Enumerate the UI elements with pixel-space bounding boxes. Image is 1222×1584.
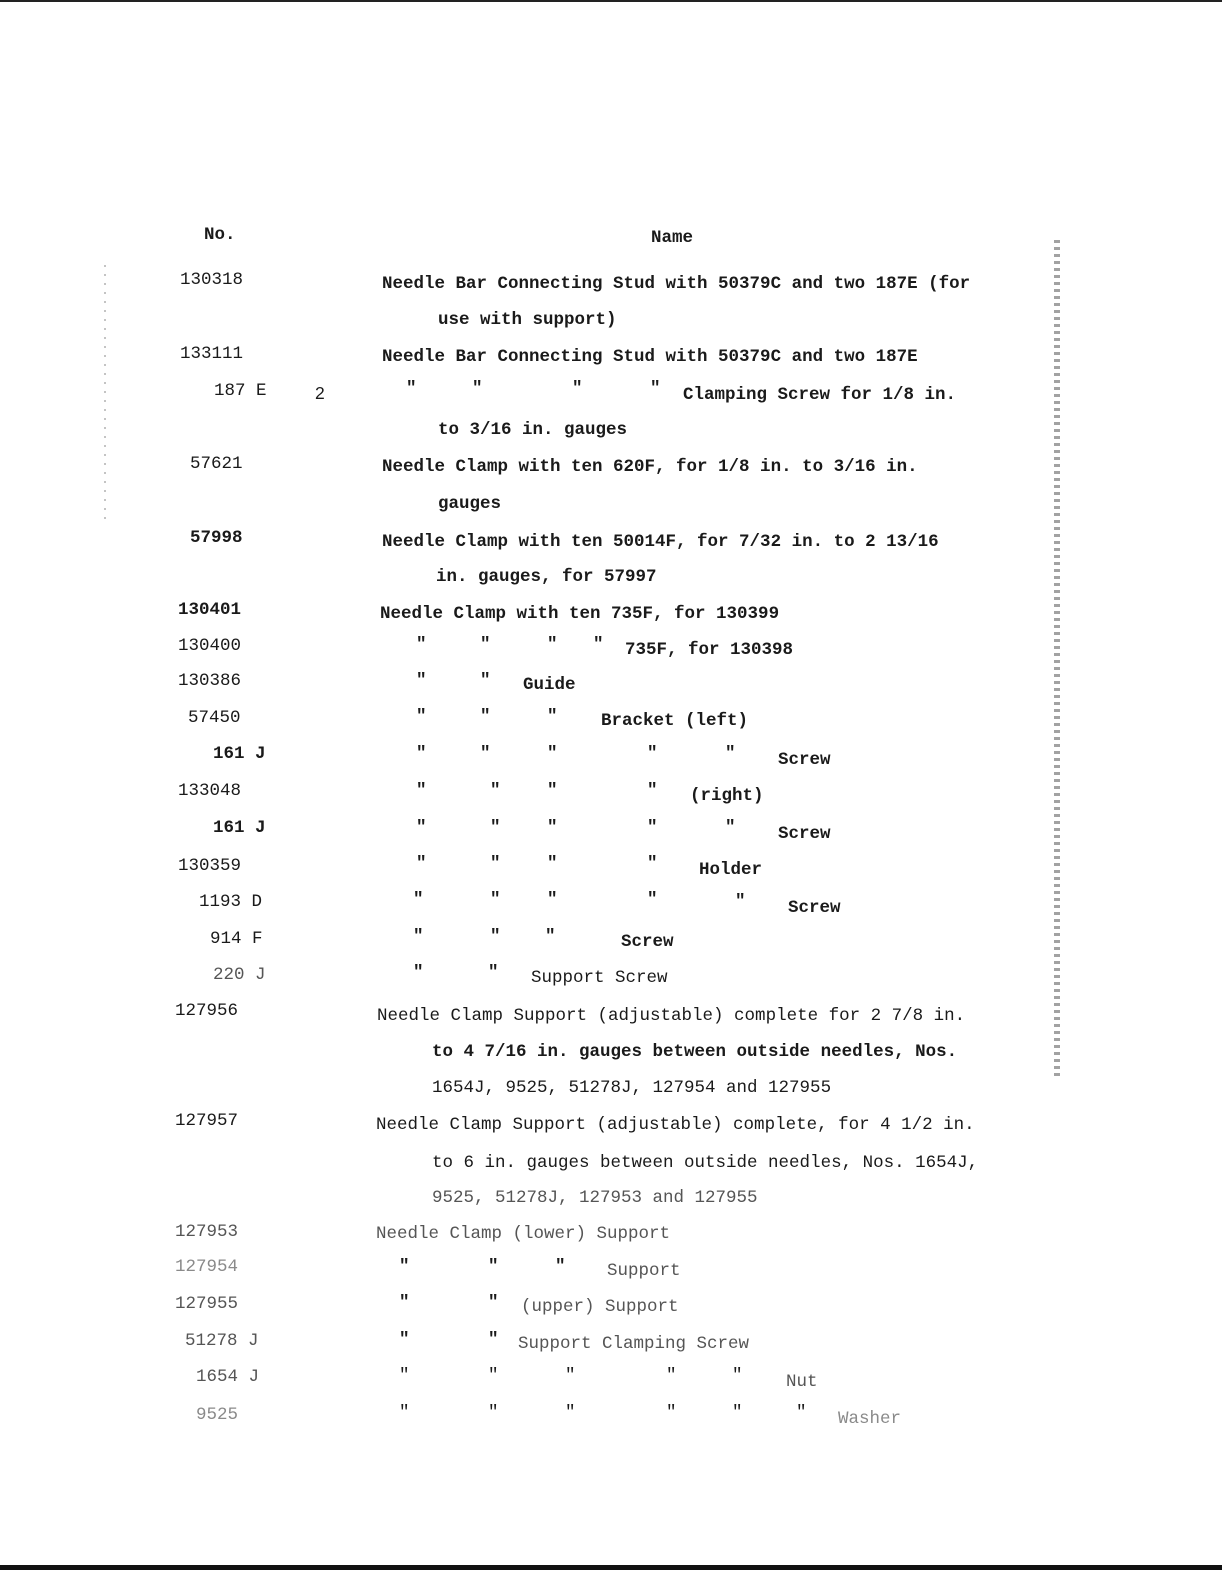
- part-number: 133048: [178, 781, 242, 801]
- part-number: 9525: [196, 1405, 239, 1425]
- ditto-mark: ": [572, 379, 583, 399]
- ditto-mark: ": [488, 1330, 499, 1350]
- ditto-mark: ": [413, 927, 424, 947]
- part-name-line: 735F, for 130398: [625, 640, 794, 660]
- ditto-mark: ": [413, 890, 424, 910]
- part-number: 57621: [190, 454, 243, 474]
- ditto-mark: ": [647, 781, 658, 801]
- ditto-mark: ": [545, 927, 556, 947]
- ditto-mark: ": [399, 1403, 410, 1423]
- part-name-line: Screw: [778, 824, 831, 844]
- part-name-line: Nut: [786, 1372, 818, 1392]
- ditto-mark: ": [555, 1257, 566, 1277]
- ditto-mark: ": [725, 744, 736, 764]
- part-name-line: Screw: [621, 932, 674, 952]
- part-name-line: Clamping Screw for 1/8 in.: [683, 385, 957, 405]
- part-number: 127953: [175, 1222, 239, 1242]
- ditto-mark: ": [406, 379, 417, 399]
- ditto-mark: ": [488, 1366, 499, 1386]
- part-number: 127956: [175, 1001, 239, 1021]
- ditto-mark: ": [480, 707, 491, 727]
- ditto-mark: ": [399, 1330, 410, 1350]
- part-name-line: Holder: [699, 860, 763, 880]
- ditto-mark: ": [480, 671, 491, 691]
- scan-artifact-left: [104, 265, 106, 525]
- part-number: 130386: [178, 671, 242, 691]
- part-number: 57450: [188, 708, 241, 728]
- ditto-mark: ": [735, 892, 746, 912]
- ditto-mark: ": [490, 927, 501, 947]
- ditto-mark: ": [490, 890, 501, 910]
- part-number: 133111: [180, 344, 244, 364]
- ditto-mark: ": [416, 854, 427, 874]
- part-name-line: Washer: [838, 1409, 902, 1429]
- ditto-mark: ": [488, 963, 499, 983]
- part-number: 127957: [175, 1111, 239, 1131]
- part-name-line: Guide: [523, 675, 576, 695]
- ditto-mark: ": [488, 1257, 499, 1277]
- ditto-mark: ": [413, 963, 424, 983]
- part-name-line: Screw: [788, 898, 841, 918]
- ditto-mark: ": [647, 854, 658, 874]
- ditto-mark: ": [732, 1366, 743, 1386]
- ditto-mark: ": [480, 635, 491, 655]
- part-number: 57998: [190, 528, 243, 548]
- ditto-mark: ": [490, 818, 501, 838]
- part-number: 127955: [175, 1294, 239, 1314]
- part-quantity: 2: [315, 383, 325, 403]
- ditto-mark: ": [416, 635, 427, 655]
- ditto-mark: ": [416, 781, 427, 801]
- ditto-mark: ": [399, 1257, 410, 1277]
- part-name-line: Support Clamping Screw: [518, 1334, 750, 1354]
- scan-artifact-right: [1054, 240, 1060, 1080]
- ditto-mark: ": [647, 818, 658, 838]
- part-number: 187 E: [214, 381, 267, 401]
- ditto-mark: ": [416, 671, 427, 691]
- ditto-mark: ": [399, 1366, 410, 1386]
- part-name-line: Needle Clamp with ten 735F, for 130399: [380, 604, 780, 624]
- ditto-mark: ": [547, 818, 558, 838]
- ditto-mark: ": [547, 744, 558, 764]
- part-name-line: Support Screw: [531, 968, 668, 988]
- header-name: Name: [651, 228, 694, 248]
- ditto-mark: ": [547, 635, 558, 655]
- ditto-mark: ": [488, 1293, 499, 1313]
- part-name-line: (right): [690, 786, 764, 806]
- part-name-line: Needle Clamp with ten 50014F, for 7/32 in. to 2 13/16: [382, 532, 939, 552]
- part-name-line: 1654J, 9525, 51278J, 127954 and 127955: [432, 1078, 832, 1098]
- part-number: 1654 J: [196, 1367, 260, 1387]
- ditto-mark: ": [547, 890, 558, 910]
- ditto-mark: ": [725, 818, 736, 838]
- part-name-line: (upper) Support: [521, 1297, 679, 1317]
- ditto-mark: ": [490, 854, 501, 874]
- ditto-mark: ": [480, 744, 491, 764]
- part-name-line: Needle Clamp Support (adjustable) complete, for 4 1/2 in.: [376, 1115, 975, 1135]
- ditto-mark: ": [647, 744, 658, 764]
- part-number: 130401: [178, 600, 242, 620]
- ditto-mark: ": [565, 1403, 576, 1423]
- ditto-mark: ": [593, 635, 604, 655]
- ditto-mark: ": [565, 1366, 576, 1386]
- ditto-mark: ": [490, 781, 501, 801]
- part-number: 220 J: [213, 965, 266, 985]
- part-name-line: Needle Clamp with ten 620F, for 1/8 in. to 3/16 in.: [382, 457, 918, 477]
- part-number: 130400: [178, 636, 242, 656]
- ditto-mark: ": [488, 1403, 499, 1423]
- ditto-mark: ": [399, 1293, 410, 1313]
- part-name-line: Support: [607, 1261, 681, 1281]
- ditto-mark: ": [416, 744, 427, 764]
- ditto-mark: ": [416, 818, 427, 838]
- part-number: 127954: [175, 1257, 239, 1277]
- part-number: 161 J: [213, 744, 266, 764]
- part-name-line: Needle Clamp (lower) Support: [376, 1224, 671, 1244]
- part-name-line: to 3/16 in. gauges: [438, 420, 628, 440]
- part-name-line: to 6 in. gauges between outside needles, Nos. 1654J,: [432, 1153, 979, 1173]
- part-name-line: in. gauges, for 57997: [436, 567, 657, 587]
- part-name-line: use with support): [438, 310, 617, 330]
- ditto-mark: ": [666, 1403, 677, 1423]
- bottom-border-line: [0, 1565, 1222, 1570]
- part-name-line: to 4 7/16 in. gauges between outside needles, Nos.: [432, 1042, 958, 1062]
- ditto-mark: ": [732, 1403, 743, 1423]
- top-border-line: [0, 0, 1222, 2]
- ditto-mark: ": [547, 854, 558, 874]
- ditto-mark: ": [416, 707, 427, 727]
- part-number: 161 J: [213, 818, 266, 838]
- ditto-mark: ": [547, 781, 558, 801]
- part-name-line: Screw: [778, 750, 831, 770]
- part-number: 1193 D: [199, 892, 263, 912]
- ditto-mark: ": [547, 707, 558, 727]
- part-name-line: 9525, 51278J, 127953 and 127955: [432, 1188, 758, 1208]
- part-name-line: Needle Clamp Support (adjustable) complete for 2 7/8 in.: [377, 1006, 966, 1026]
- part-name-line: Needle Bar Connecting Stud with 50379C and two 187E (for: [382, 274, 971, 294]
- ditto-mark: ": [647, 890, 658, 910]
- part-name-line: Needle Bar Connecting Stud with 50379C and two 187E: [382, 347, 918, 367]
- part-number: 914 F: [210, 929, 263, 949]
- ditto-mark: ": [650, 379, 661, 399]
- part-name-line: gauges: [438, 494, 502, 514]
- part-number: 130318: [180, 270, 244, 290]
- part-name-line: Bracket (left): [601, 711, 749, 731]
- header-no: No.: [204, 225, 236, 245]
- ditto-mark: ": [472, 379, 483, 399]
- ditto-mark: ": [666, 1366, 677, 1386]
- ditto-mark: ": [796, 1403, 807, 1423]
- part-number: 51278 J: [185, 1331, 259, 1351]
- part-number: 130359: [178, 856, 242, 876]
